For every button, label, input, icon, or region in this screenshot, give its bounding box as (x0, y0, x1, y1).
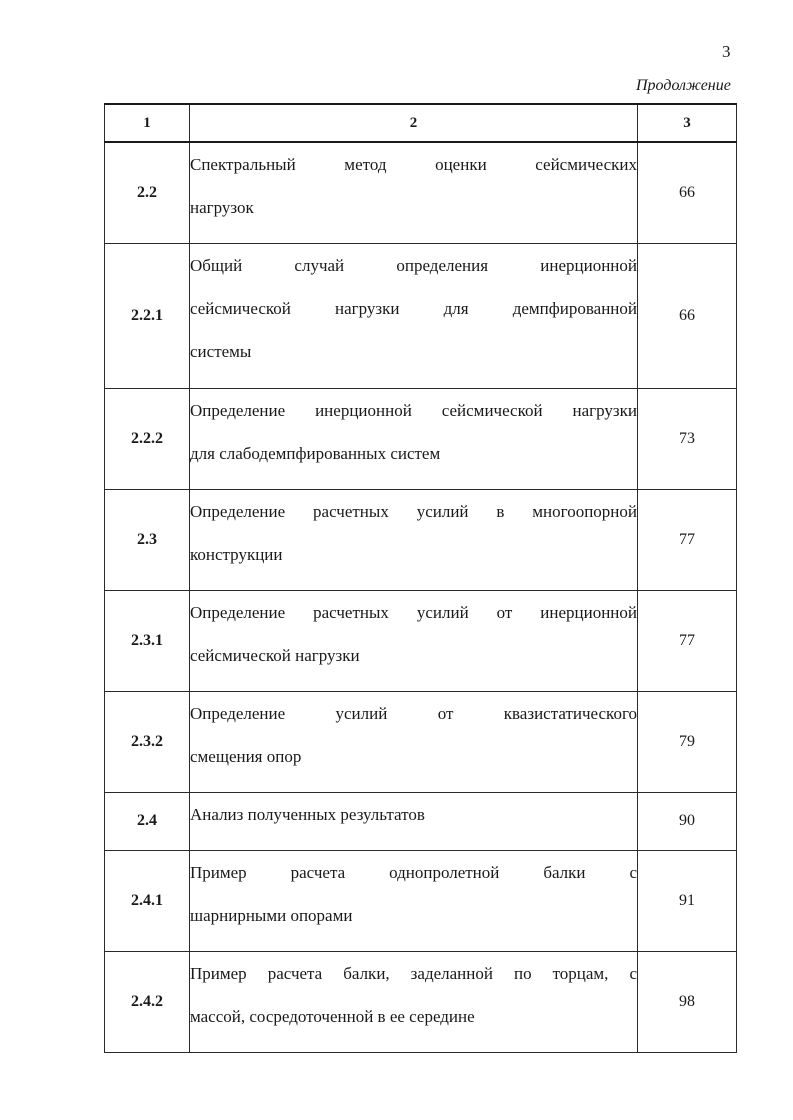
section-number: 2.2.2 (105, 388, 190, 489)
section-title (190, 691, 638, 792)
section-title-line: Общий случай определения инерционной (190, 255, 637, 275)
section-title-line: массой, сосредоточенной в ее середине (190, 1006, 475, 1026)
section-title (190, 388, 638, 489)
page-reference: 98 (638, 951, 737, 1052)
section-title-line: сейсмической нагрузки для демпфированной (190, 298, 637, 318)
section-title (190, 142, 638, 243)
section-title-line: сейсмической нагрузки (190, 645, 360, 665)
page-reference: 77 (638, 489, 737, 590)
section-title-line: конструкции (190, 544, 283, 564)
section-title-line: шарнирными опорами (190, 905, 353, 925)
column-header-page: 3 (638, 104, 737, 142)
section-title-line: Спектральный метод оценки сейсмических (190, 155, 637, 174)
table-row (105, 243, 737, 388)
page-reference: 73 (638, 388, 737, 489)
section-title (190, 489, 638, 590)
section-title-line: Пример расчета балки, заделанной по торцам, с (190, 963, 637, 983)
section-number: 2.3 (105, 489, 190, 590)
section-number: 2.4 (105, 792, 190, 850)
section-title (190, 590, 638, 691)
section-title-line: системы (190, 341, 252, 361)
table-of-contents (104, 103, 737, 1053)
page-reference: 79 (638, 691, 737, 792)
section-number: 2.2 (105, 142, 190, 243)
section-title-line: Определение расчетных усилий от инерционной (190, 602, 637, 622)
table-header-row (105, 104, 737, 142)
column-header-number: 1 (105, 104, 190, 142)
table-row (105, 388, 737, 489)
section-title-line: Определение расчетных усилий в многоопорной (190, 501, 637, 521)
section-title (190, 951, 638, 1052)
continuation-label: Продолжение (636, 77, 731, 94)
table-row (105, 590, 737, 691)
section-title-line: для слабодемпфированных систем (190, 443, 441, 463)
page-reference: 90 (638, 792, 737, 850)
section-title-line: Анализ полученных результатов (190, 804, 425, 824)
section-title-line: Определение инерционной сейсмической нагрузки (190, 400, 637, 420)
table-row (105, 489, 737, 590)
section-title-line: нагрузок (190, 198, 254, 217)
table-row (105, 850, 737, 951)
table-row (105, 691, 737, 792)
section-number: 2.3.2 (105, 691, 190, 792)
table-row (105, 792, 737, 850)
section-title (190, 243, 638, 388)
page-number: 3 (722, 42, 731, 61)
section-number: 2.3.1 (105, 590, 190, 691)
table-body (105, 142, 737, 1052)
page-reference: 66 (638, 142, 737, 243)
section-number: 2.4.1 (105, 850, 190, 951)
page-reference: 91 (638, 850, 737, 951)
table-row (105, 951, 737, 1052)
section-number: 2.4.2 (105, 951, 190, 1052)
table-row (105, 142, 737, 243)
section-number: 2.2.1 (105, 243, 190, 388)
section-title (190, 850, 638, 951)
column-header-title: 2 (190, 104, 638, 142)
section-title-line: Пример расчета однопролетной балки с (190, 862, 637, 882)
section-title (190, 792, 638, 850)
page-reference: 77 (638, 590, 737, 691)
section-title-line: смещения опор (190, 746, 302, 766)
page-reference: 66 (638, 243, 737, 388)
section-title-line: Определение усилий от квазистатического (190, 703, 637, 723)
